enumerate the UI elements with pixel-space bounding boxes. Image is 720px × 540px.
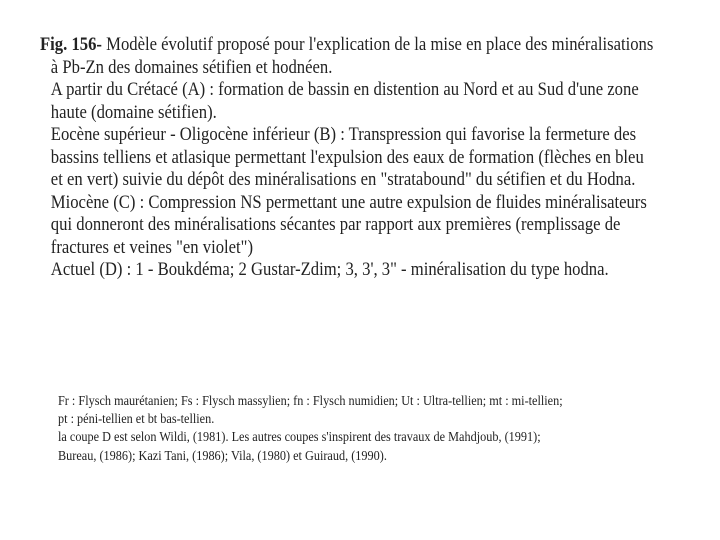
caption-paragraph-line: qui donneront des minéralisations sécantes par rapport aux premières (remplissage de bbox=[50, 215, 621, 235]
caption-paragraph-line: A partir du Crétacé (A) : formation de bassin en distention au Nord et au Sud d'une zone bbox=[50, 80, 639, 100]
caption-paragraph-line: Eocène supérieur - Oligocène inférieur (B) : Transpression qui favorise la fermeture des bbox=[50, 125, 637, 145]
caption-paragraph-line: Actuel (D) : 1 - Boukdéma; 2 Gustar-Zdim; 3, 3', 3" - minéralisation du type hodna. bbox=[50, 260, 609, 280]
figure-notes bbox=[58, 392, 563, 465]
figure-label: Fig. 156- bbox=[40, 35, 102, 55]
figure-title-text: Modèle évolutif proposé pour l'explication de la mise en place des minéralisations bbox=[101, 35, 654, 55]
source-line-1: la coupe D est selon Wildi, (1981). Les autres coupes s'inspirent des travaux de Mahdjoub, (1991); bbox=[58, 429, 541, 445]
caption-paragraph-line: haute (domaine sétifien). bbox=[50, 102, 217, 123]
legend-line-1: Fr : Flysch maurétanien; Fs : Flysch massylien; fn : Flysch numidien; Ut : Ultra-tellien; mt : mi-tellien; bbox=[58, 393, 563, 408]
caption-paragraph-line: bassins telliens et atlasique permettant l'expulsion des eaux de formation (flèches en bleu bbox=[50, 147, 644, 168]
caption-title-line-2: à Pb-Zn des domaines sétifien et hodnéen. bbox=[50, 57, 333, 78]
caption-paragraph-line: Miocène (C) : Compression NS permettant une autre expulsion de fluides minéralisateurs bbox=[50, 192, 647, 213]
source-line-2: Bureau, (1986); Kazi Tani, (1986); Vila, (1980) et Guiraud, (1990). bbox=[58, 447, 387, 463]
caption-paragraph-line: et en vert) suivie du dépôt des minéralisations en "stratabound" du sétifien et du Hodna. bbox=[50, 170, 636, 190]
caption-title-line-1 bbox=[40, 34, 690, 57]
legend-line-2: pt : péni-tellien et bt bas-tellien. bbox=[58, 411, 215, 427]
caption-paragraph-line: fractures et veines "en violet") bbox=[50, 237, 254, 258]
figure-caption bbox=[40, 34, 690, 282]
